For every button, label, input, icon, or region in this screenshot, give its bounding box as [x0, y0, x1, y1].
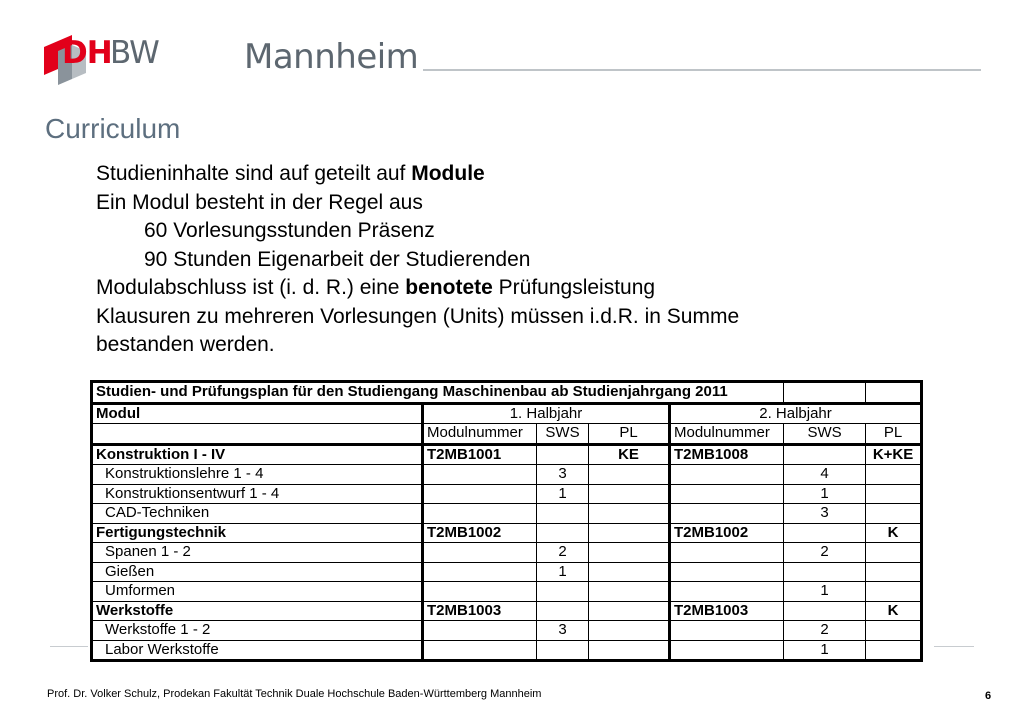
module-name: Konstruktion I - IV	[92, 444, 423, 465]
body-line-1	[96, 160, 739, 189]
body-line-5	[96, 274, 739, 303]
pl-2	[866, 543, 922, 563]
sws-2: 2	[784, 543, 866, 563]
pl-2	[866, 582, 922, 602]
sws-2	[784, 523, 866, 543]
sws-2: 3	[784, 504, 866, 524]
module-name: Labor Werkstoffe	[92, 640, 423, 661]
sws-2: 2	[784, 621, 866, 641]
module-name: Werkstoffe 1 - 2	[92, 621, 423, 641]
pl-1	[589, 465, 670, 485]
table-title: Studien- und Prüfungsplan für den Studiengang Maschinenbau ab Studienjahrgang 2011	[92, 382, 784, 404]
body-text: Studieninhalte sind auf geteilt auf	[96, 162, 412, 185]
pl-1	[589, 562, 670, 582]
slide-body	[96, 160, 739, 360]
location-name: Mannheim	[244, 37, 419, 77]
modulnummer-2	[670, 582, 784, 602]
sws-2	[784, 601, 866, 621]
pl-2	[866, 640, 922, 661]
table-row	[92, 465, 922, 485]
modulnummer-2	[670, 504, 784, 524]
table-cell	[92, 424, 423, 445]
pl-2	[866, 562, 922, 582]
module-name: Werkstoffe	[92, 601, 423, 621]
sws-1	[537, 582, 589, 602]
header-half-2: 2. Halbjahr	[670, 403, 922, 424]
subheader-modulnummer-2: Modulnummer	[670, 424, 784, 445]
body-line-3: 60 Vorlesungsstunden Präsenz	[144, 219, 435, 242]
table-subheader-row	[92, 424, 922, 445]
subheader-sws-1: SWS	[537, 424, 589, 445]
pl-2: K	[866, 523, 922, 543]
table-row	[92, 582, 922, 602]
pl-1	[589, 543, 670, 563]
table-row	[92, 621, 922, 641]
modulnummer-1	[423, 640, 537, 661]
table-row	[92, 562, 922, 582]
body-text: Prüfungsleistung	[492, 276, 656, 299]
modulnummer-1	[423, 543, 537, 563]
table-row	[92, 523, 922, 543]
module-name: Fertigungstechnik	[92, 523, 423, 543]
footer-divider-left	[50, 646, 88, 647]
footer-divider-right	[934, 646, 974, 647]
sws-2: 1	[784, 484, 866, 504]
modulnummer-1	[423, 562, 537, 582]
pl-2	[866, 621, 922, 641]
header-divider	[423, 69, 981, 71]
pl-1	[589, 621, 670, 641]
modulnummer-2: T2MB1003	[670, 601, 784, 621]
modulnummer-2	[670, 621, 784, 641]
pl-2	[866, 465, 922, 485]
modulnummer-2	[670, 543, 784, 563]
pl-2	[866, 484, 922, 504]
module-name: Umformen	[92, 582, 423, 602]
table-row	[92, 640, 922, 661]
sws-2: 1	[784, 582, 866, 602]
subheader-modulnummer-1: Modulnummer	[423, 424, 537, 445]
pl-1	[589, 640, 670, 661]
table-cell	[784, 382, 866, 404]
table-header-row	[92, 403, 922, 424]
body-emphasis: Module	[411, 162, 485, 185]
table-row	[92, 601, 922, 621]
modulnummer-1	[423, 504, 537, 524]
study-plan-table	[90, 380, 923, 662]
modulnummer-1: T2MB1002	[423, 523, 537, 543]
modulnummer-2	[670, 484, 784, 504]
subheader-pl-1: PL	[589, 424, 670, 445]
pl-1: KE	[589, 444, 670, 465]
sws-2: 1	[784, 640, 866, 661]
table-row	[92, 444, 922, 465]
sws-1	[537, 601, 589, 621]
body-line-7: bestanden werden.	[96, 333, 275, 356]
logo-text-bw: BW	[110, 35, 159, 71]
pl-1	[589, 523, 670, 543]
sws-1: 3	[537, 465, 589, 485]
subheader-sws-2: SWS	[784, 424, 866, 445]
body-text: Modulabschluss ist (i. d. R.) eine	[96, 276, 406, 299]
modulnummer-2	[670, 640, 784, 661]
footer-author: Prof. Dr. Volker Schulz, Prodekan Fakultät Technik Duale Hochschule Baden-Württemberg Mannheim	[47, 688, 542, 700]
modulnummer-1	[423, 484, 537, 504]
pl-2: K+KE	[866, 444, 922, 465]
page-title: Curriculum	[45, 113, 181, 144]
module-name: CAD-Techniken	[92, 504, 423, 524]
pl-2	[866, 504, 922, 524]
sws-1: 1	[537, 562, 589, 582]
pl-1	[589, 601, 670, 621]
sws-2: 4	[784, 465, 866, 485]
table-row	[92, 543, 922, 563]
page-number: 6	[985, 690, 992, 702]
body-line-2: Ein Modul besteht in der Regel aus	[96, 190, 423, 214]
pl-1	[589, 504, 670, 524]
table-title-row	[92, 382, 922, 404]
modulnummer-1	[423, 582, 537, 602]
module-name: Konstruktionsentwurf 1 - 4	[92, 484, 423, 504]
modulnummer-2	[670, 465, 784, 485]
sws-1	[537, 523, 589, 543]
modulnummer-1	[423, 465, 537, 485]
module-name: Konstruktionslehre 1 - 4	[92, 465, 423, 485]
table-cell	[866, 382, 922, 404]
module-name: Spanen 1 - 2	[92, 543, 423, 563]
sws-2	[784, 562, 866, 582]
pl-1	[589, 582, 670, 602]
sws-1: 2	[537, 543, 589, 563]
sws-1: 1	[537, 484, 589, 504]
modulnummer-1: T2MB1001	[423, 444, 537, 465]
table-row	[92, 484, 922, 504]
pl-1	[589, 484, 670, 504]
sws-1	[537, 640, 589, 661]
modulnummer-2: T2MB1002	[670, 523, 784, 543]
modulnummer-1	[423, 621, 537, 641]
logo-text-dh: DH	[62, 35, 112, 71]
modulnummer-2: T2MB1008	[670, 444, 784, 465]
header-half-1: 1. Halbjahr	[423, 403, 670, 424]
table-row	[92, 504, 922, 524]
sws-1	[537, 504, 589, 524]
modulnummer-2	[670, 562, 784, 582]
body-emphasis: benotete	[405, 276, 493, 299]
header-modul: Modul	[92, 403, 423, 424]
body-line-4: 90 Stunden Eigenarbeit der Studierenden	[144, 247, 531, 271]
body-line-6: Klausuren zu mehreren Vorlesungen (Units) müssen i.d.R. in Summe	[96, 304, 740, 328]
sws-1	[537, 444, 589, 465]
modulnummer-1: T2MB1003	[423, 601, 537, 621]
module-name: Gießen	[92, 562, 423, 582]
pl-2: K	[866, 601, 922, 621]
sws-1: 3	[537, 621, 589, 641]
sws-2	[784, 444, 866, 465]
subheader-pl-2: PL	[866, 424, 922, 445]
